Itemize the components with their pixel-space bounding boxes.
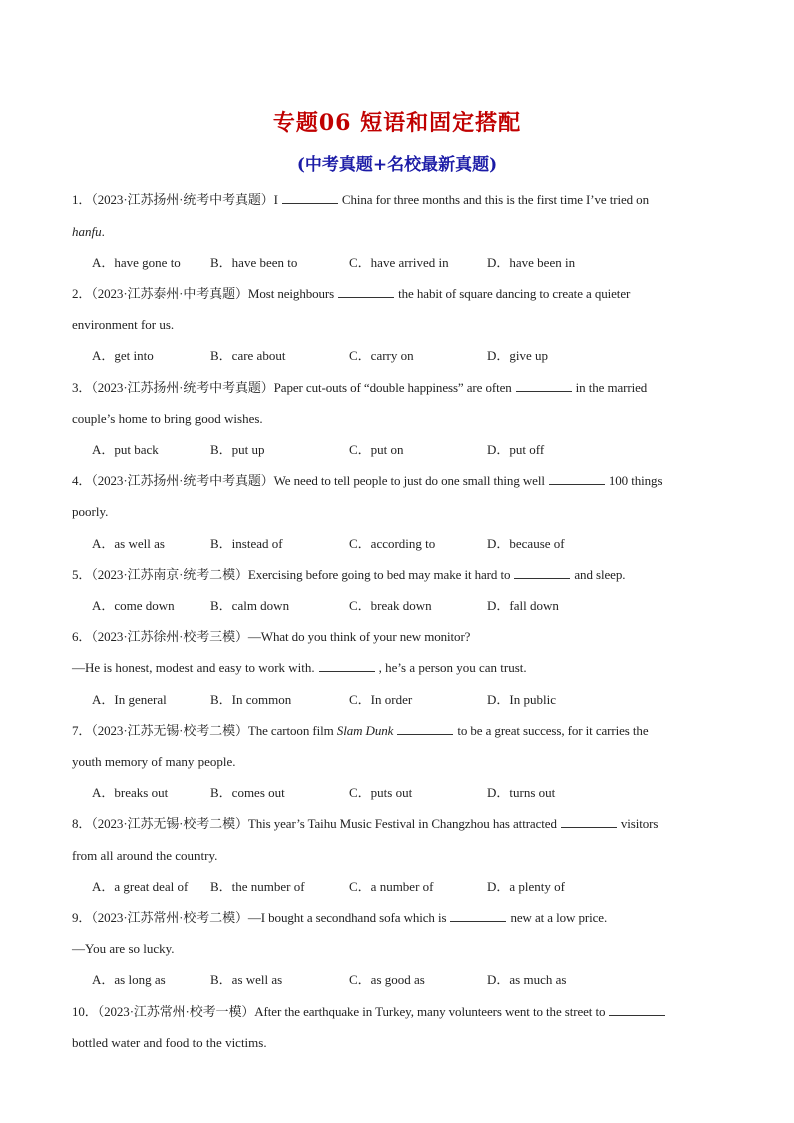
option-b[interactable]: B．comes out <box>210 785 285 800</box>
answer-blank <box>609 1003 665 1016</box>
option-a[interactable]: A．come down <box>92 598 175 613</box>
question-2-continuation: environment for us. <box>72 317 175 332</box>
question-4-continuation: poorly. <box>72 504 109 519</box>
document-subtitle: (中考真题+名校最新真题) <box>296 155 498 175</box>
option-d[interactable]: D．fall down <box>487 598 559 613</box>
question-number: 8． <box>72 816 92 831</box>
question-source: （2023·江苏无锡·校考二模） <box>91 816 248 831</box>
answer-blank <box>319 659 375 672</box>
option-d[interactable]: D．In public <box>487 692 556 707</box>
question-number: 9． <box>72 910 92 925</box>
answer-blank <box>514 566 570 579</box>
option-d[interactable]: D．turns out <box>487 785 556 800</box>
answer-blank <box>338 285 394 298</box>
answer-blank <box>561 815 617 828</box>
option-b[interactable]: B．In common <box>210 692 292 707</box>
question-number: 1． <box>72 192 92 207</box>
question-number: 7． <box>72 723 92 738</box>
document-title: 专题06 短语和固定搭配 <box>272 110 522 136</box>
question-1: 1．（2023·江苏扬州·统考中考真题）I China for three months and this is the first time I’ve tried on <box>72 192 649 207</box>
option-b[interactable]: B．put up <box>210 442 265 457</box>
option-a[interactable]: A．breaks out <box>92 785 169 800</box>
question-8-continuation: from all around the country. <box>72 848 218 863</box>
question-5: 5．（2023·江苏南京·统考二模）Exercising before going to bed may make it hard to and sleep. <box>72 567 626 582</box>
option-b[interactable]: B．have been to <box>210 255 298 270</box>
question-number: 2． <box>72 286 92 301</box>
option-b[interactable]: B．as well as <box>210 972 283 987</box>
option-a[interactable]: A．put back <box>92 442 159 457</box>
option-c[interactable]: C．as good as <box>349 972 425 987</box>
option-a[interactable]: A．In general <box>92 692 167 707</box>
option-d[interactable]: D．because of <box>487 536 565 551</box>
answer-blank <box>397 722 453 735</box>
question-6: 6．（2023·江苏徐州·校考三模）—What do you think of your new monitor? <box>72 629 471 644</box>
answer-blank <box>450 909 506 922</box>
option-c[interactable]: C．puts out <box>349 785 413 800</box>
option-c[interactable]: C．carry on <box>349 348 414 363</box>
option-d[interactable]: D．give up <box>487 348 549 363</box>
option-c[interactable]: C．put on <box>349 442 404 457</box>
option-a[interactable]: A．as long as <box>92 972 166 987</box>
question-10-continuation: bottled water and food to the victims. <box>72 1035 267 1050</box>
option-c[interactable]: C．a number of <box>349 879 434 894</box>
option-d[interactable]: D．as much as <box>487 972 567 987</box>
question-number: 10． <box>72 1004 98 1019</box>
question-source: （2023·江苏南京·统考二模） <box>91 567 248 582</box>
option-a[interactable]: A．get into <box>92 348 154 363</box>
answer-blank <box>549 472 605 485</box>
option-c[interactable]: C．break down <box>349 598 432 613</box>
question-4: 4．（2023·江苏扬州·统考中考真题）We need to tell people to just do one small thing well 100 things <box>72 473 663 488</box>
question-9: 9．（2023·江苏常州·校考二模）—I bought a secondhand sofa which is new at a low price. <box>72 910 608 925</box>
option-b[interactable]: B．the number of <box>210 879 305 894</box>
question-10: 10．（2023·江苏常州·校考一模）After the earthquake in Turkey, many volunteers went to the street to <box>72 1003 669 1021</box>
option-a[interactable]: A．have gone to <box>92 255 181 270</box>
question-number: 6． <box>72 629 92 644</box>
option-b[interactable]: B．care about <box>210 348 286 363</box>
option-c[interactable]: C．according to <box>349 536 436 551</box>
option-a[interactable]: A．as well as <box>92 536 165 551</box>
question-number: 3． <box>72 380 92 395</box>
question-number: 4． <box>72 473 92 488</box>
answer-blank <box>282 191 338 204</box>
question-source: （2023·江苏扬州·统考中考真题） <box>91 192 274 207</box>
question-6-continuation: —He is honest, modest and easy to work with. , he’s a person you can trust. <box>72 660 527 675</box>
question-source: （2023·江苏常州·校考二模） <box>91 910 248 925</box>
question-3: 3．（2023·江苏扬州·统考中考真题）Paper cut-outs of “double happiness” are often in the married <box>72 380 648 395</box>
question-9-continuation: —You are so lucky. <box>72 941 175 956</box>
question-number: 5． <box>72 567 92 582</box>
option-d[interactable]: D．have been in <box>487 255 576 270</box>
question-source: （2023·江苏徐州·校考三模） <box>91 629 248 644</box>
option-d[interactable]: D．put off <box>487 442 545 457</box>
option-b[interactable]: B．instead of <box>210 536 283 551</box>
question-1-continuation: hanfu. <box>72 224 105 239</box>
question-source: （2023·江苏扬州·统考中考真题） <box>91 473 274 488</box>
question-source: （2023·江苏泰州·中考真题） <box>91 286 248 301</box>
option-a[interactable]: A．a great deal of <box>92 879 189 894</box>
question-8: 8．（2023·江苏无锡·校考二模）This year’s Taihu Music Festival in Changzhou has attracted visitors <box>72 816 659 831</box>
question-3-continuation: couple’s home to bring good wishes. <box>72 411 263 426</box>
option-c[interactable]: C．In order <box>349 692 413 707</box>
question-source: （2023·江苏常州·校考一模） <box>97 1004 255 1019</box>
option-b[interactable]: B．calm down <box>210 598 290 613</box>
answer-blank <box>516 379 572 392</box>
question-7-continuation: youth memory of many people. <box>72 754 236 769</box>
option-d[interactable]: D．a plenty of <box>487 879 565 894</box>
question-7: 7．（2023·江苏无锡·校考二模）The cartoon film Slam Dunk to be a great success, for it carries the <box>72 723 649 738</box>
option-c[interactable]: C．have arrived in <box>349 255 449 270</box>
question-source: （2023·江苏扬州·统考中考真题） <box>91 380 274 395</box>
question-source: （2023·江苏无锡·校考二模） <box>91 723 248 738</box>
question-2: 2．（2023·江苏泰州·中考真题）Most neighbours the habit of square dancing to create a quieter <box>72 286 631 301</box>
